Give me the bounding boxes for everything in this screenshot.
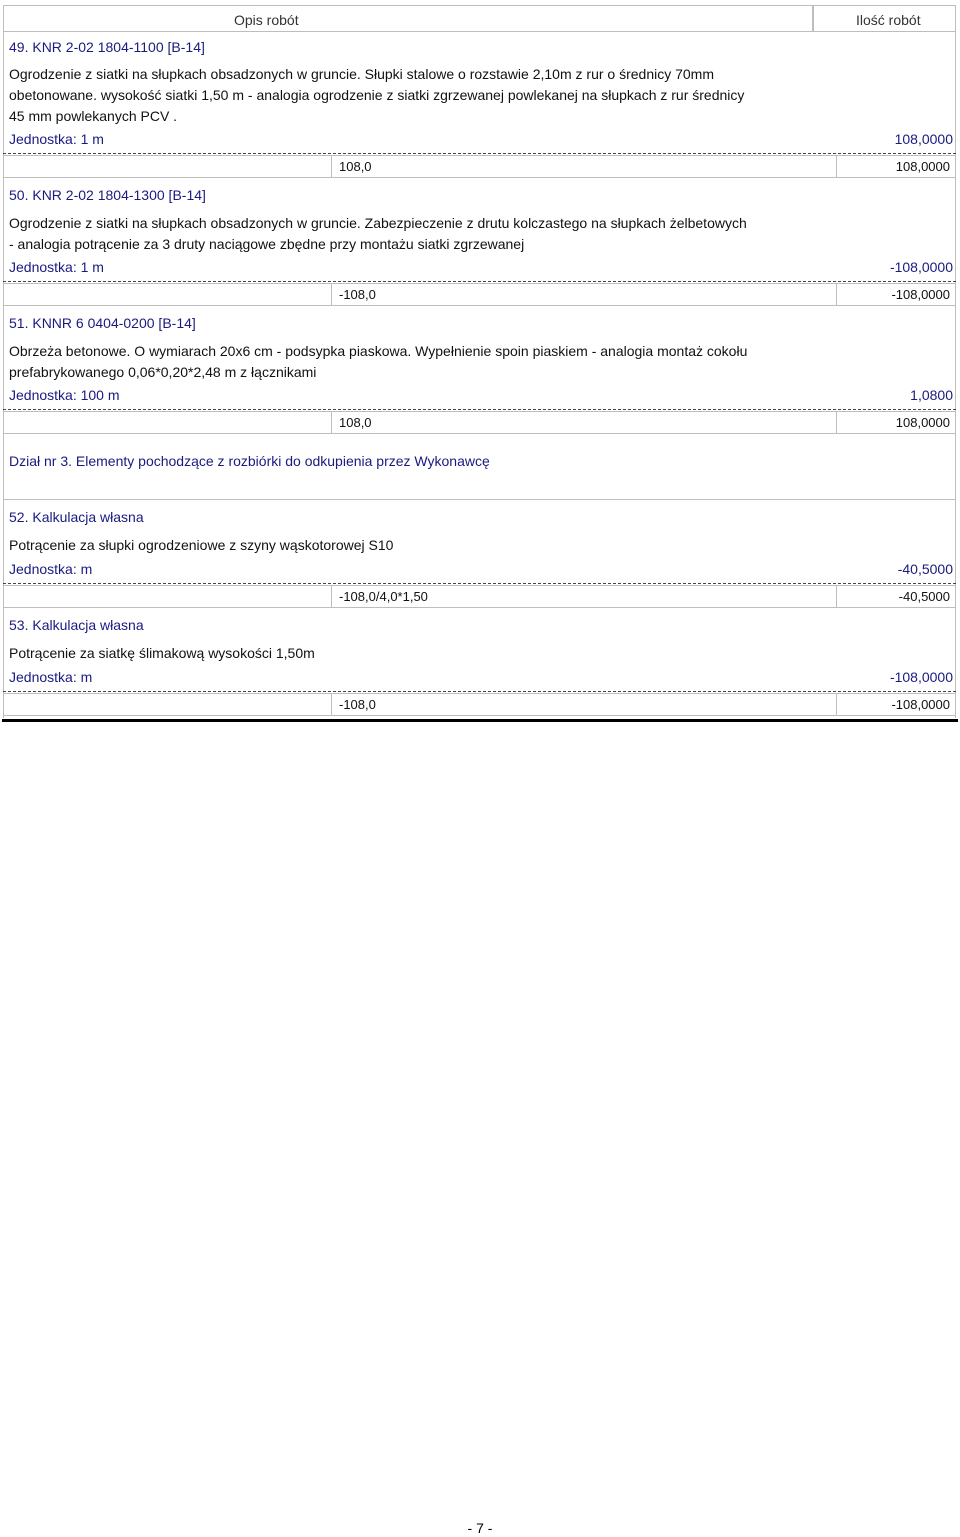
entry-51-unit: Jednostka: 100 m: [9, 387, 120, 403]
header-quantity-cell: [813, 5, 956, 32]
entry-51-calc-row: [3, 411, 956, 434]
entry-49-unit-total: 108,0000: [894, 131, 953, 147]
entry-52-title: 52. Kalkulacja własna: [9, 509, 144, 525]
entry-51-description: [9, 341, 839, 383]
calc-separator: [331, 284, 332, 305]
calc-separator: [331, 156, 332, 177]
entry-49-dashed-divider: [3, 153, 956, 154]
entry-53-calc-expression: -108,0: [339, 697, 376, 712]
header-description-label: Opis robót: [234, 12, 299, 28]
entry-49-description: [9, 64, 839, 127]
entry-49-title: 49. KNR 2-02 1804-1100 [B-14]: [9, 39, 205, 55]
entry-49-calc-expression: 108,0: [339, 159, 372, 174]
frame-left-border: [3, 32, 4, 718]
entry-50-calc-row: [3, 283, 956, 306]
section-title: Dział nr 3. Elementy pochodzące z rozbiórki do odkupienia przez Wykonawcę: [9, 453, 490, 469]
entry-51-dashed-divider: [3, 409, 956, 410]
entry-52-unit-total: -40,5000: [897, 561, 953, 577]
entry-51-desc-line-2: prefabrykowanego 0,06*0,20*2,48 m z łącznikami: [9, 364, 317, 380]
header-quantity-label: Ilość robót: [856, 12, 921, 28]
calc-separator: [836, 586, 837, 607]
header-description-cell: [3, 5, 813, 32]
entry-53-calc-result: -108,0000: [891, 697, 950, 712]
entry-52-dashed-divider: [3, 583, 956, 584]
entry-52-desc-line-1: Potrącenie za słupki ogrodzeniowe z szyny wąskotorowej S10: [9, 537, 394, 553]
entry-51-unit-total: 1,0800: [910, 387, 953, 403]
entry-53-calc-row: [3, 693, 956, 716]
entry-50-title: 50. KNR 2-02 1804-1300 [B-14]: [9, 187, 206, 203]
table-bottom-rule: [2, 719, 958, 722]
entry-50-description: [9, 213, 839, 255]
entry-53-desc-line-1: Potrącenie za siatkę ślimakową wysokości 1,50m: [9, 645, 315, 661]
calc-separator: [331, 412, 332, 433]
entry-50-unit-total: -108,0000: [889, 259, 953, 275]
entry-50-unit: Jednostka: 1 m: [9, 259, 104, 275]
entry-53-unit: Jednostka: m: [9, 669, 93, 685]
entry-52-description: [9, 535, 839, 556]
entry-52-calc-expression: -108,0/4,0*1,50: [339, 589, 428, 604]
entry-53-dashed-divider: [3, 691, 956, 692]
page-number: - 7 -: [467, 1520, 493, 1536]
entry-49-desc-line-3: 45 mm powlekanych PCV .: [9, 108, 178, 124]
entry-51-title: 51. KNNR 6 0404-0200 [B-14]: [9, 315, 196, 331]
entry-49-calc-result: 108,0000: [895, 159, 950, 174]
entry-50-desc-line-2: - analogia potrącenie za 3 druty naciągowe zbędne przy montażu siatki zgrzewanej: [9, 236, 525, 252]
entry-49-desc-line-1: Ogrodzenie z siatki na słupkach obsadzonych w gruncie. Słupki stalowe o rozstawie 2,10m z rur o średnicy 70mm: [9, 66, 714, 82]
calc-separator: [331, 694, 332, 715]
calc-separator: [836, 412, 837, 433]
entry-51-calc-expression: 108,0: [339, 415, 372, 430]
entry-53-title: 53. Kalkulacja własna: [9, 617, 144, 633]
section-divider: [3, 499, 956, 500]
entry-52-calc-result: -40,5000: [898, 589, 950, 604]
entry-49-unit: Jednostka: 1 m: [9, 131, 104, 147]
entry-53-unit-total: -108,0000: [889, 669, 953, 685]
calc-separator: [836, 694, 837, 715]
entry-50-calc-expression: -108,0: [339, 287, 376, 302]
entry-51-desc-line-1: Obrzeża betonowe. O wymiarach 20x6 cm - podsypka piaskowa. Wypełnienie spoin piaskiem - analogia montaż cokołu: [9, 343, 748, 359]
entry-49-calc-row: [3, 155, 956, 178]
entry-50-dashed-divider: [3, 281, 956, 282]
entry-53-description: [9, 643, 839, 664]
frame-right-border: [955, 32, 956, 718]
entry-49-desc-line-2: obetonowane. wysokość siatki 1,50 m - analogia ogrodzenie z siatki zgrzewanej powlekanej na słupkach z rur średnicy: [9, 87, 745, 103]
calc-separator: [331, 586, 332, 607]
entry-50-calc-result: -108,0000: [891, 287, 950, 302]
calc-separator: [836, 284, 837, 305]
entry-52-calc-row: [3, 585, 956, 608]
calc-separator: [836, 156, 837, 177]
entry-51-calc-result: 108,0000: [895, 415, 950, 430]
entry-50-desc-line-1: Ogrodzenie z siatki na słupkach obsadzonych w gruncie. Zabezpieczenie z drutu kolczastego na słupkach żelbetowych: [9, 215, 747, 231]
entry-52-unit: Jednostka: m: [9, 561, 93, 577]
